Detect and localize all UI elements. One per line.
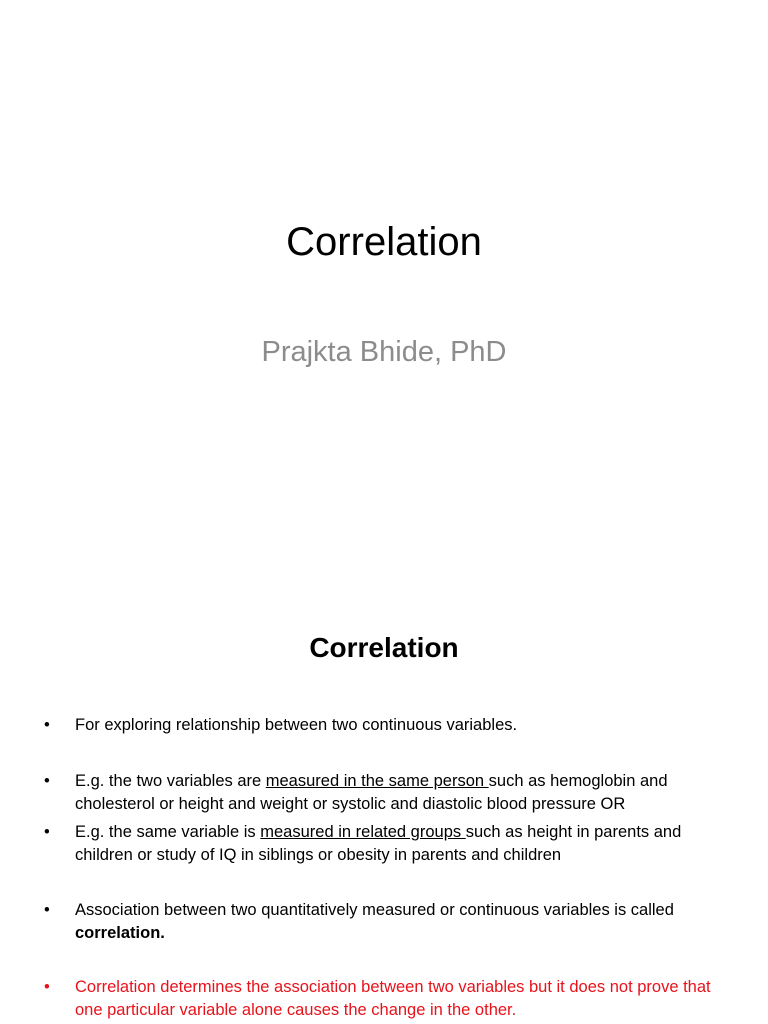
bullet-icon: • [44, 978, 50, 996]
bullet-text-post: such as hemoglobin and cholesterol or height and weight or systolic and diastolic blood pressure OR [75, 772, 668, 813]
bullet-text-plain: Correlation determines the association between two variables but it does not prove that one particular variable alone causes the change in the other. [75, 978, 711, 1019]
slide-title: Correlation [286, 220, 482, 264]
bullet-icon: • [44, 823, 50, 841]
bullet-text-pre: E.g. the two variables are [75, 772, 266, 790]
bullet-text-pre: E.g. the same variable is [75, 823, 261, 841]
slide-subtitle-author: Prajkta Bhide, PhD [261, 336, 507, 368]
bullet-text-underlined: measured in the same person [265, 772, 489, 790]
bullet-icon: • [44, 716, 50, 734]
bullet-text [75, 714, 735, 737]
bullet-text [75, 899, 735, 945]
bullet-icon: • [44, 772, 50, 790]
bullet-text-pre: Association between two quantitatively measured or continuous variables is called [75, 901, 674, 919]
content-slide [0, 576, 768, 1024]
bullet-text-post: such as height in parents and children or study of IQ in siblings or obesity in parents and children [75, 823, 682, 864]
bullet-text-bold: correlation. [75, 924, 165, 942]
bullet-text-plain: For exploring relationship between two continuous variables. [75, 716, 518, 734]
bullet-text-underlined: measured in related groups [260, 823, 466, 841]
content-slide-title: Correlation [309, 632, 459, 663]
bullet-text [75, 770, 735, 816]
bullet-icon: • [44, 901, 50, 919]
bullet-text [75, 821, 735, 867]
bullet-text [75, 976, 735, 1022]
